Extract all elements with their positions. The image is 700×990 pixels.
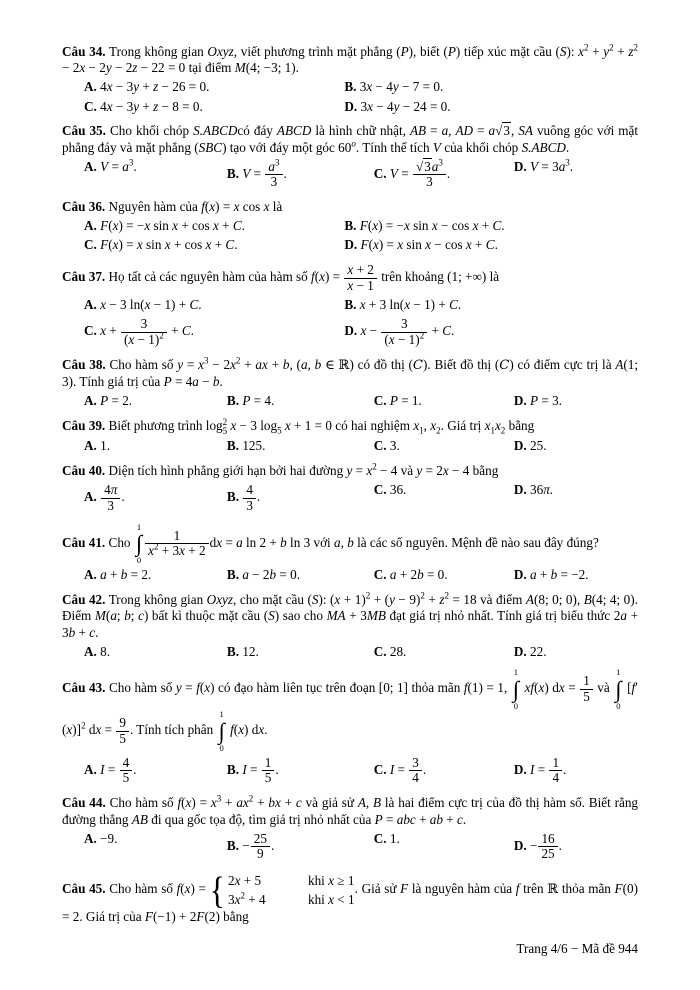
option-b: B. − $\frac{25}{9}$ .: [226, 830, 275, 862]
options-row: [62, 217, 638, 256]
question-43: [62, 668, 638, 788]
option-b: B. 3x − 4y − 7 = 0.: [344, 79, 444, 95]
option-b: B. 125.: [226, 438, 266, 454]
question-41: [62, 523, 638, 585]
option-d: D. x − $\frac{3}{(x - 1)^2}$ + C.: [344, 316, 455, 347]
options-row: [62, 157, 638, 192]
question-list: [62, 44, 638, 926]
question-34: [62, 44, 638, 116]
question-35: [62, 123, 638, 192]
question-stem-text: Họ tất cả các nguyên hàm của hàm số f(x) = $\frac{x + 2}{x - 1}$ trên khoảng (1; +∞) là: [108, 262, 500, 293]
option-c: C. V = $\frac{√3a^3}{3}$ .: [373, 157, 451, 190]
question-number: Câu 42.: [62, 591, 106, 607]
option-c: C. 1.: [373, 830, 400, 846]
question-37: [62, 262, 638, 349]
option-a: A. $V = a^3$.: [84, 157, 137, 174]
option-a: A. P = 2.: [84, 392, 133, 408]
option-b: B. 12.: [226, 643, 259, 659]
question-stem: [62, 592, 638, 641]
question-number: Câu 45.: [62, 881, 106, 897]
option-d: D. $V = 3a^3$.: [513, 157, 574, 174]
question-number: Câu 36.: [62, 199, 106, 215]
options-row: [62, 295, 638, 349]
question-stem: [62, 418, 638, 436]
question-36: [62, 199, 638, 255]
question-stem: [62, 463, 638, 479]
question-stem-text: Nguyên hàm của f(x) = x cos x là: [108, 199, 283, 215]
question-stem-text: Cho hàm số $f(x) = x^3 + ax^2$ + bx + c và giả sử A, B là hai điểm cực trị của đồ thị hàm số. Biết rằng đường thẳng AB đi qua gốc tọa độ, tìm giá trị nhỏ nhất của P = abc + ab + c.: [62, 794, 639, 827]
option-a: A. −9.: [84, 830, 118, 846]
question-stem: [62, 795, 638, 828]
question-38: [62, 357, 638, 411]
question-44: [62, 795, 638, 864]
question-42: [62, 592, 638, 661]
option-a: A. I = $\frac{4}{5}$ .: [84, 754, 137, 786]
option-c: C. 28.: [373, 643, 407, 659]
question-number: Câu 44.: [62, 795, 106, 811]
option-d: D. − $\frac{16}{25}$ .: [513, 830, 562, 862]
option-c: C. P = 1.: [373, 392, 422, 408]
question-number: Câu 39.: [62, 417, 106, 433]
option-d: D. 36π.: [513, 482, 554, 498]
option-c: C. 36.: [373, 482, 407, 498]
option-c: C. x + $\frac{3}{(x - 1)^2}$ + C.: [84, 316, 194, 347]
option-d: D. I = $\frac{1}{4}$ .: [513, 754, 567, 786]
question-stem: [62, 868, 638, 926]
question-stem-text: Cho hàm số $y = x^3 - 2x^2$ + ax + b, (a, b ∈ ℝ) có đồ thị (C). Biết đồ thị (C) có điểm cực trị là A(1; 3). Tính giá trị của P = 4a − b.: [62, 355, 639, 390]
question-39: [62, 418, 638, 456]
question-number: Câu 35.: [62, 123, 106, 139]
option-b: B. V = $\frac{a^3}{3}$ .: [226, 157, 287, 190]
question-stem: [62, 44, 638, 77]
question-45: [62, 868, 638, 926]
option-c: C. I = $\frac{3}{4}$ .: [373, 754, 427, 786]
question-stem-text: Cho khối chóp S.ABCDcó đáy ABCD là hình chữ nhật, AB = a, AD = a√3, SA vuông góc với mặt phẳng đáy và mặt phẳng (SBC) tạo với đáy một góc 60$^o$. Tính thể tích V của khối chóp S.ABCD.: [62, 123, 639, 155]
options-row: [62, 78, 638, 117]
question-number: Câu 43.: [62, 680, 106, 696]
question-number: Câu 40.: [62, 463, 106, 479]
question-stem: [62, 668, 638, 752]
option-c: C. 3.: [373, 438, 400, 454]
question-stem-text: Cho 1 ∫ 0 $\frac{1}{x^2 + 3x + 2}$ dx = a ln 2 + b ln 3 với a, b là các số nguyên. Mệnh đề nào sau đây đúng?: [108, 521, 599, 566]
question-stem-text: Biết phương trình log 2 5 x − 3 $\log_5 x + 1 = 0$ có hai nghiệm $x_1$, $x_2$. Giá trị $x_1x_2$ bằng: [108, 416, 535, 436]
option-a: A. a + b = 2.: [84, 567, 152, 583]
question-stem-text: Diện tích hình phẳng giới hạn bởi hai đường $y = x^2 - 4$ và y = 2x − 4 bằng: [108, 461, 499, 479]
option-b: B. $\frac{4}{3}$ .: [226, 482, 261, 513]
options-row: [62, 481, 638, 516]
option-b: B. F(x) = −x sin x − cos x + C.: [344, 218, 505, 234]
page-number-label: Trang 4/6 − Mã đề 944: [516, 941, 638, 956]
option-a: A. x − 3 ln(x − 1) + C.: [84, 296, 202, 312]
page-footer: [516, 941, 638, 957]
option-d: D. 3x − 4y − 24 = 0.: [344, 98, 451, 114]
option-d: D. 25.: [513, 438, 547, 454]
question-stem-text: Trong không gian Oxyz, viết phương trình mặt phẳng (P), biết (P) tiếp xúc mặt cầu (S): $x^2 + y^2 + z^2 - 2x - 2y - 2z - 22 = 0$ tại điểm M(4; −3; 1).: [62, 42, 639, 76]
option-d: D. 22.: [513, 643, 547, 659]
options-row: [62, 753, 638, 788]
question-stem-text: Trong không gian Oxyz, cho mặt cầu (S): $(x + 1)^2 + (y - 9)^2 + z^2 = 18$ và điểm A(8; 0; 0), B(4; 4; 0). Điểm M(a; b; c) bất kì thuộc mặt cầu (S) sao cho MA + 3MB đạt giá trị nhỏ nhất. Tính giá trị biểu thức 2a + 3b + c.: [62, 590, 639, 640]
question-stem: [62, 357, 638, 391]
option-b: B. P = 4.: [226, 392, 275, 408]
question-number: Câu 38.: [62, 356, 106, 372]
option-c: C. a + 2b = 0.: [373, 567, 448, 583]
option-c: C. F(x) = x sin x + cos x + C.: [84, 237, 238, 253]
option-a: A. 8.: [84, 643, 111, 659]
question-stem-text: Cho hàm số f(x) = { 2x + 5 khi x ≥ 1 $3x^2 + 4$ khi x < 1 . Giả sử F là nguyên hàm của f trên ℝ thỏa mãn F(0) = 2. Giá trị của F(−1) + 2F(2) bằng: [62, 868, 638, 925]
option-a: A. F(x) = −x sin x + cos x + C.: [84, 218, 245, 234]
options-row: [62, 437, 638, 456]
options-row: [62, 566, 638, 585]
question-stem: [62, 262, 638, 294]
question-stem: [62, 199, 638, 215]
option-b: B. a − 2b = 0.: [226, 567, 301, 583]
option-b: B. I = $\frac{1}{5}$ .: [226, 754, 279, 786]
option-b: B. x + 3 ln(x − 1) + C.: [344, 296, 462, 312]
option-a: A. $\frac{4\pi}{3}$ .: [84, 482, 125, 513]
options-row: [62, 829, 638, 864]
option-d: D. P = 3.: [513, 392, 562, 408]
option-c: C. 4x − 3y + z − 8 = 0.: [84, 98, 203, 114]
option-a: A. 4x − 3y + z − 26 = 0.: [84, 79, 210, 95]
options-row: [62, 642, 638, 661]
question-number: Câu 37.: [62, 269, 106, 285]
options-row: [62, 391, 638, 410]
question-number: Câu 41.: [62, 534, 106, 550]
question-stem: [62, 123, 638, 156]
question-stem: [62, 523, 638, 565]
option-a: A. 1.: [84, 438, 111, 454]
option-d: D. a + b = −2.: [513, 567, 589, 583]
question-40: [62, 463, 638, 515]
option-d: D. F(x) = x sin x − cos x + C.: [344, 237, 498, 253]
question-stem-text: Cho hàm số y = f(x) có đạo hàm liên tục trên đoạn [0; 1] thỏa mãn f(1) = 1, 1 ∫ 0 xf(x) dx = $\frac{1}{5}$ và 1 ∫ 0 $[f'(x)]^2$ dx = $\frac{9}{5}$ . Tính tích phân 1 ∫ 0 f(x) dx.: [62, 667, 639, 753]
question-number: Câu 34.: [62, 44, 106, 59]
